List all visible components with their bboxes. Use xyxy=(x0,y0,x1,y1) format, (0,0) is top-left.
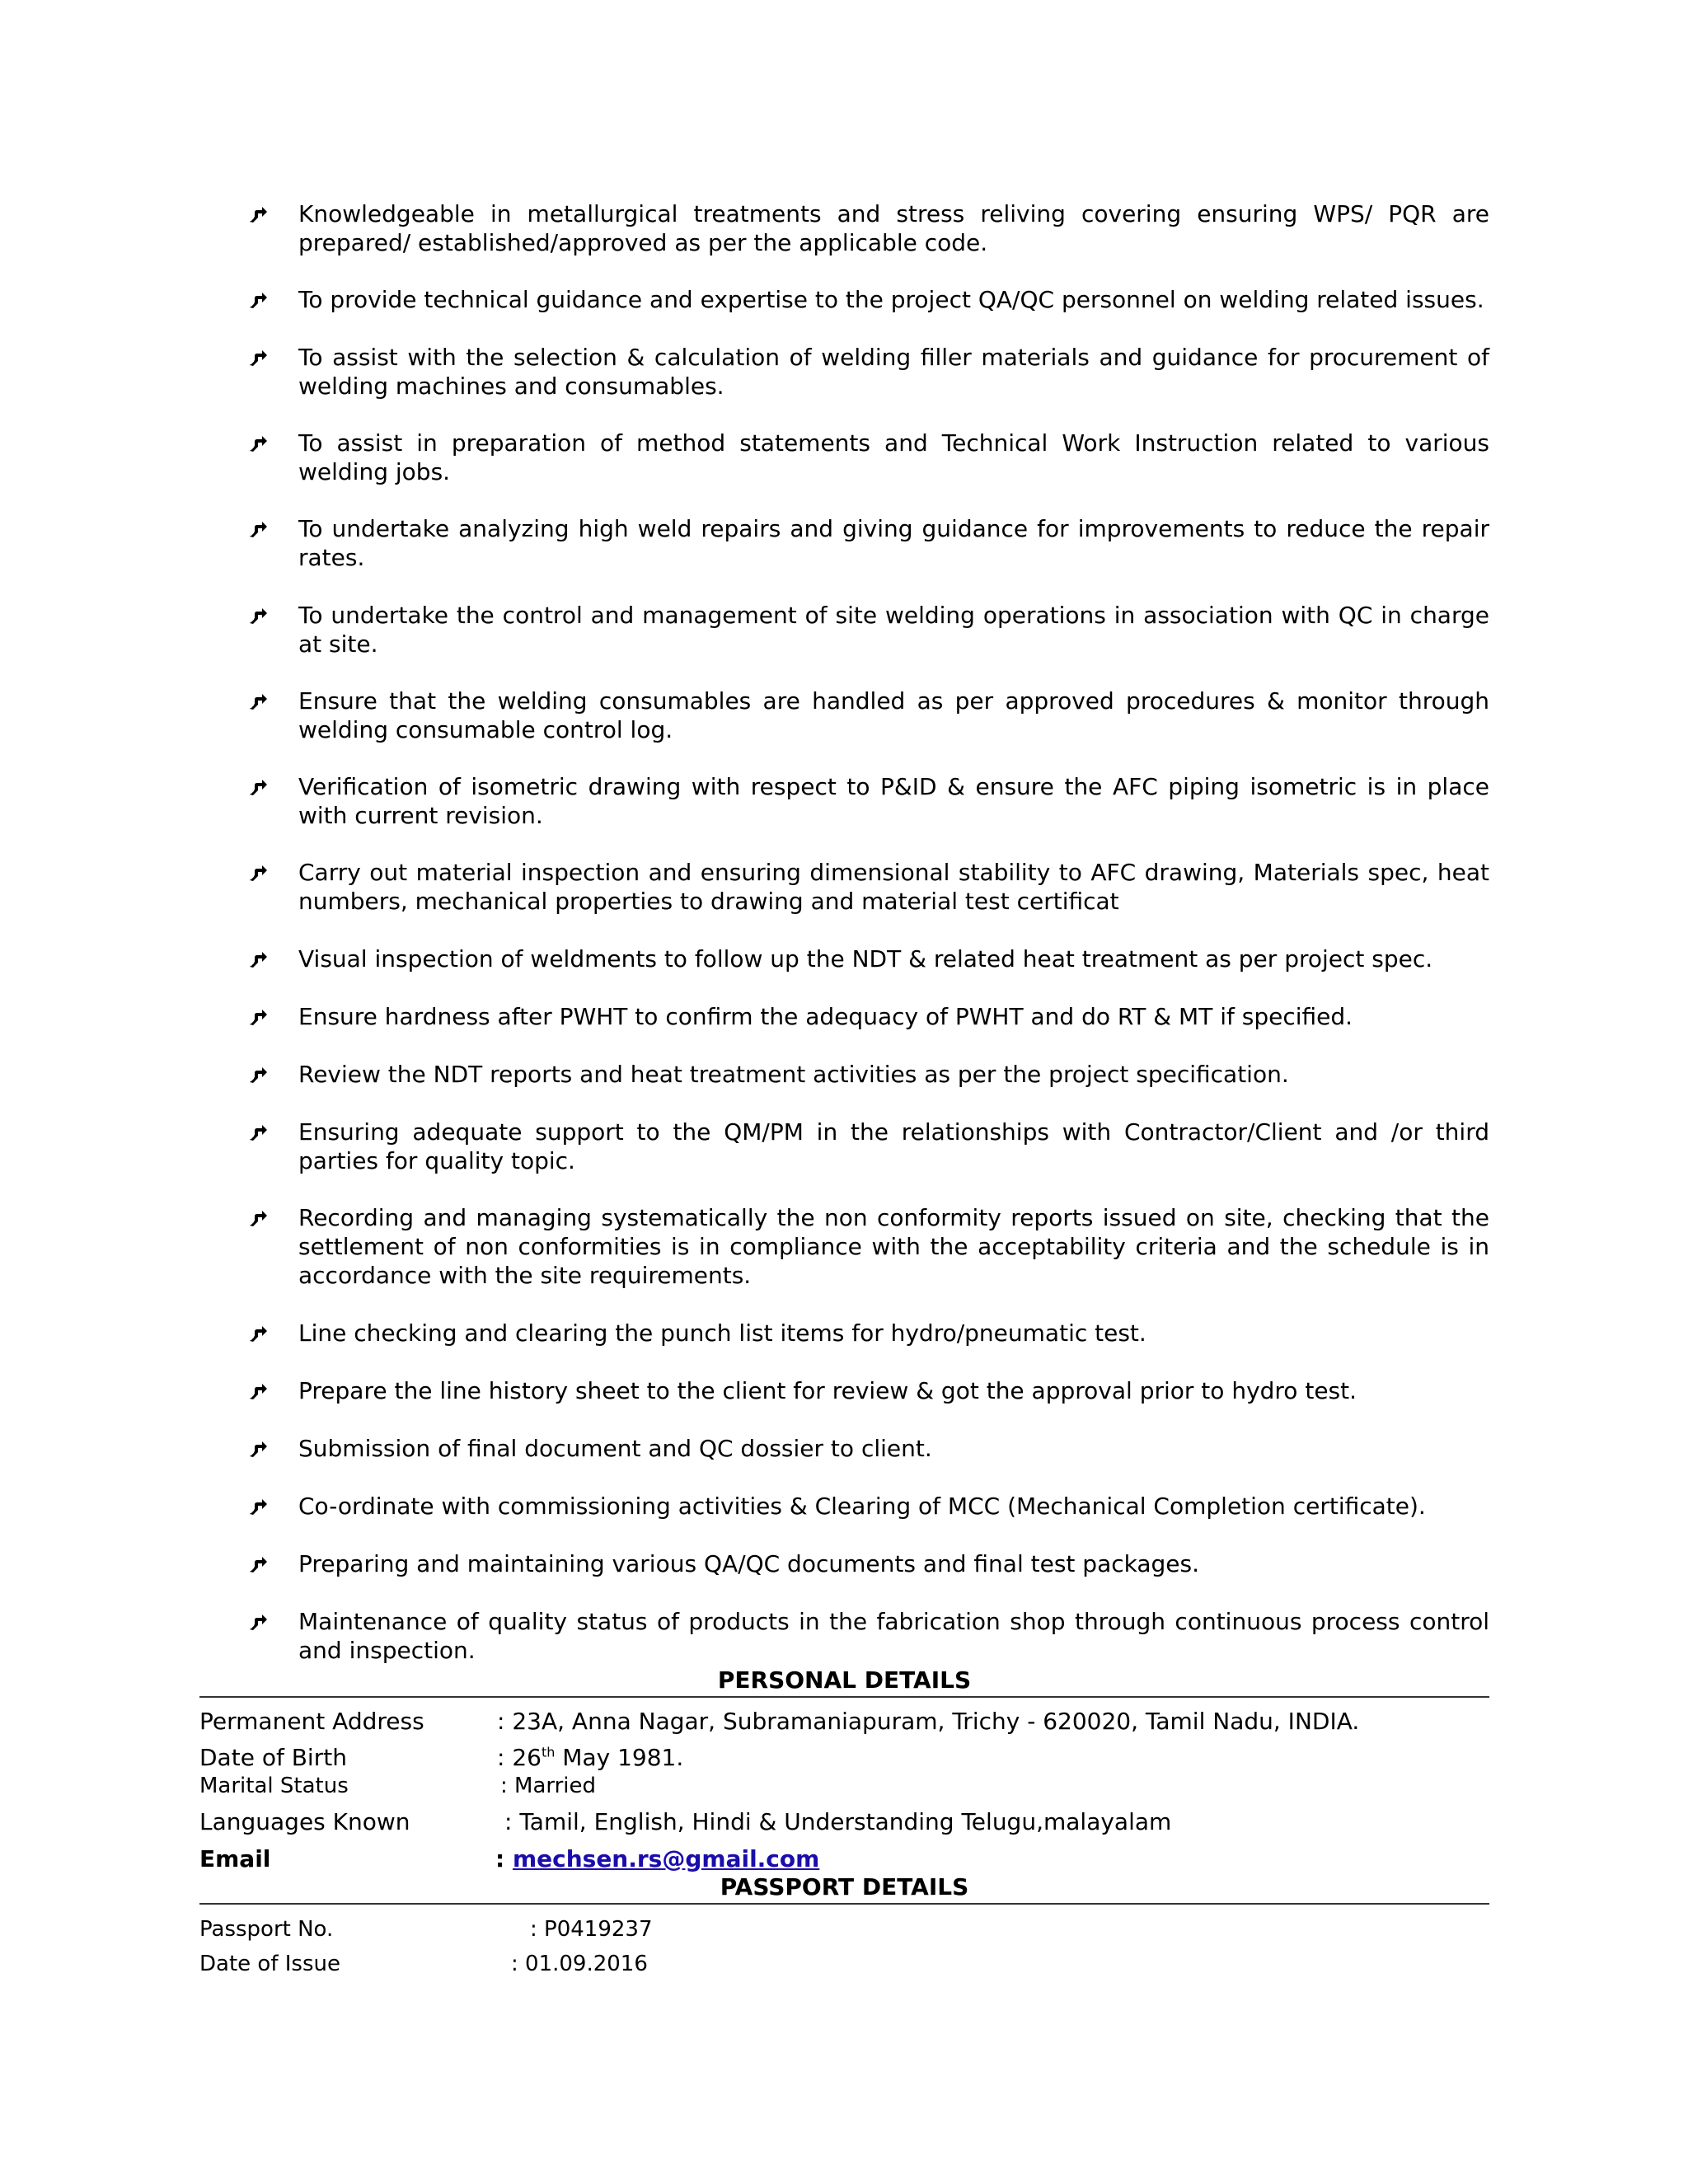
hand-pointer-icon xyxy=(247,1380,269,1401)
list-item: To provide technical guidance and expertise to the project QA/QC personnel on welding related issues. xyxy=(298,286,1484,313)
list-item: To undertake analyzing high weld repairs and giving guidance for improvements to reduce the repair rates. xyxy=(298,515,1489,571)
list-item: Ensure hardness after PWHT to confirm the adequacy of PWHT and do RT & MT if specified. xyxy=(298,1003,1353,1030)
list-item: Prepare the line history sheet to the client for review & got the approval prior to hydro test. xyxy=(298,1377,1357,1404)
passport-details-title: PASSPORT DETAILS xyxy=(720,1873,969,1900)
hand-pointer-icon xyxy=(247,1005,269,1027)
hand-pointer-icon xyxy=(247,288,269,310)
email-colon: : xyxy=(495,1845,513,1872)
hand-pointer-icon xyxy=(247,604,269,626)
hand-pointer-icon xyxy=(247,1121,269,1142)
list-item: To undertake the control and management of site welding operations in association with QC in charge at site. xyxy=(298,602,1489,658)
list-item: Preparing and maintaining various QA/QC documents and final test packages. xyxy=(298,1550,1199,1577)
list-item: Maintenance of quality status of products in the fabrication shop through continuous process control and inspection. xyxy=(298,1608,1489,1664)
personal-details-divider xyxy=(199,1696,1489,1698)
list-item: Knowledgeable in metallurgical treatments and stress reliving covering ensuring WPS/ PQR are prepared/ established/approved as per the applicable code. xyxy=(298,200,1489,256)
hand-pointer-icon xyxy=(247,518,269,539)
email-link[interactable]: mechsen.rs@gmail.com xyxy=(512,1845,820,1872)
issue-date-value: : 01.09.2016 xyxy=(511,1952,648,1976)
address-value: : 23A, Anna Nagar, Subramaniapuram, Trichy - 620020, Tamil Nadu, INDIA. xyxy=(497,1708,1360,1735)
list-item: Visual inspection of weldments to follow up the NDT & related heat treatment as per project spec. xyxy=(298,945,1433,972)
list-item: Verification of isometric drawing with respect to P&ID & ensure the AFC piping isometric is in place with current revision. xyxy=(298,773,1489,829)
list-item: Ensuring adequate support to the QM/PM in the relationships with Contractor/Client and /or third parties for quality topic. xyxy=(298,1118,1489,1174)
list-item: To assist with the selection & calculation of welding filler materials and guidance for procurement of welding machines and consumables. xyxy=(298,344,1489,400)
dob-value xyxy=(497,1743,683,1772)
hand-pointer-icon xyxy=(247,432,269,453)
hand-pointer-icon xyxy=(247,1063,269,1085)
list-item: Carry out material inspection and ensuring dimensional stability to AFC drawing, Materials spec, heat numbers, mechanical properties to drawing and material test certificat xyxy=(298,859,1489,915)
list-item: Review the NDT reports and heat treatment activities as per the project specification. xyxy=(298,1061,1289,1088)
marital-label: Marital Status xyxy=(199,1774,349,1798)
languages-label: Languages Known xyxy=(199,1808,410,1835)
dob-ordinal: th xyxy=(541,1744,556,1760)
issue-date-label: Date of Issue xyxy=(199,1952,340,1976)
hand-pointer-icon xyxy=(247,203,269,224)
list-item: Recording and managing systematically the non conformity reports issued on site, checking that the settlement of non conformities is in compliance with the acceptability criteria and the schedule is in accordance with the site requirements. xyxy=(298,1204,1489,1289)
list-item: Line checking and clearing the punch list items for hydro/pneumatic test. xyxy=(298,1319,1146,1347)
marital-value: : Married xyxy=(500,1774,597,1798)
hand-pointer-icon xyxy=(247,1437,269,1459)
passport-number-value: : P0419237 xyxy=(530,1917,653,1942)
hand-pointer-icon xyxy=(247,948,269,969)
dob-label: Date of Birth xyxy=(199,1744,347,1771)
email-value xyxy=(495,1844,819,1873)
address-label: Permanent Address xyxy=(199,1708,424,1735)
languages-value: : Tamil, English, Hindi & Understanding Telugu,malayalam xyxy=(504,1808,1172,1835)
hand-pointer-icon xyxy=(247,346,269,368)
dob-month-year: May 1981. xyxy=(555,1744,684,1771)
hand-pointer-icon xyxy=(247,690,269,711)
hand-pointer-icon xyxy=(247,1610,269,1632)
personal-details-title: PERSONAL DETAILS xyxy=(717,1666,972,1694)
hand-pointer-icon xyxy=(247,1207,269,1228)
list-item: Submission of final document and QC dossier to client. xyxy=(298,1435,932,1462)
passport-details-divider xyxy=(199,1903,1489,1905)
email-label: Email xyxy=(199,1845,271,1872)
list-item: Ensure that the welding consumables are handled as per approved procedures & monitor through welding consumable control log. xyxy=(298,687,1489,743)
hand-pointer-icon xyxy=(247,861,269,883)
list-item: Co-ordinate with commissioning activities & Clearing of MCC (Mechanical Completion certificate). xyxy=(298,1493,1426,1520)
dob-day: : 26 xyxy=(497,1744,542,1771)
list-item: To assist in preparation of method statements and Technical Work Instruction related to various welding jobs. xyxy=(298,429,1489,485)
passport-number-label: Passport No. xyxy=(199,1917,334,1942)
hand-pointer-icon xyxy=(247,776,269,797)
hand-pointer-icon xyxy=(247,1495,269,1516)
hand-pointer-icon xyxy=(247,1553,269,1574)
hand-pointer-icon xyxy=(247,1322,269,1343)
